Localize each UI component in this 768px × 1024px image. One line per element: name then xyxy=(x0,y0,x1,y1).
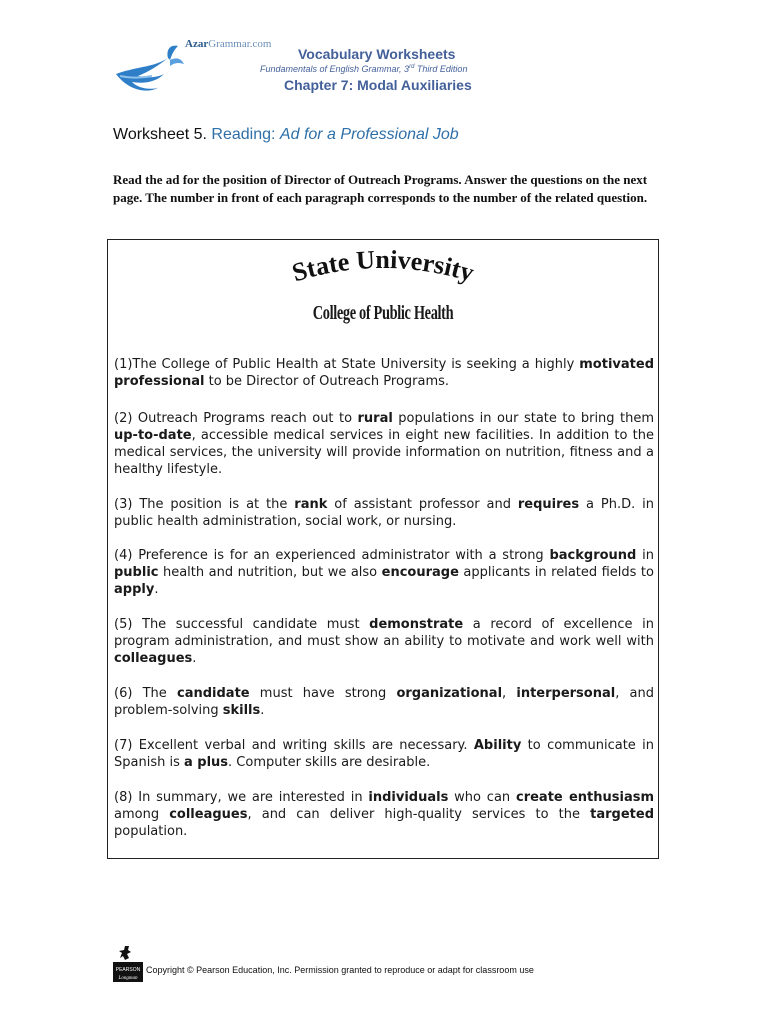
vocab-term: colleagues xyxy=(169,807,248,822)
chapter-title: Chapter 7: Modal Auxiliaries xyxy=(284,77,472,93)
ad-paragraph xyxy=(114,356,654,390)
ad-paragraph xyxy=(114,616,654,667)
vocab-term: candidate xyxy=(177,686,250,701)
ad-paragraph xyxy=(114,789,654,840)
vocab-term: rural xyxy=(357,411,393,426)
vocab-term: requires xyxy=(517,497,580,512)
intro-instructions: Read the ad for the position of Director of Outreach Programs. Answer the questions on the next page. The number in front of each paragraph corresponds to the number of the related question. xyxy=(113,172,648,205)
vocab-term: motivated professional xyxy=(114,357,654,389)
header-title: Vocabulary Worksheets xyxy=(298,46,456,62)
worksheet-number: Worksheet 5. xyxy=(113,126,207,143)
logo-brand-rest: Grammar.com xyxy=(208,38,272,50)
job-ad-box xyxy=(107,239,659,859)
paragraph-text: in xyxy=(636,548,655,563)
paragraph-text: who can xyxy=(448,790,516,805)
paragraph-text: a record of excellence in program administration, and must show an ability to motivate and work well with xyxy=(114,617,654,649)
paragraph-text: . xyxy=(154,582,159,597)
paragraph-text: (4) Preference is for an experienced administrator with a strong xyxy=(114,548,550,563)
ad-heading-text xyxy=(289,245,477,287)
vocab-term: rank xyxy=(294,497,328,512)
paragraph-text: to communicate in Spanish is xyxy=(114,738,654,770)
paragraph-text: of assistant professor and xyxy=(327,497,518,512)
ad-paragraph xyxy=(114,496,654,530)
header-subtitle xyxy=(260,64,467,74)
vocab-term: colleagues xyxy=(114,651,193,666)
vocab-term: organizational xyxy=(396,686,503,701)
ad-heading xyxy=(278,240,488,290)
paragraph-text: to be Director of Outreach Programs. xyxy=(204,374,450,389)
paragraph-text: , xyxy=(502,686,517,701)
ad-subheading: College of Public Health xyxy=(312,302,454,324)
paragraph-text: a Ph.D. in public health administration, social work, or nursing. xyxy=(114,497,654,529)
vocab-term: Ability xyxy=(473,738,522,753)
paragraph-text: (1)The College of Public Health at State University is seeking a highly xyxy=(114,357,580,372)
worksheet-title: Ad for a Professional Job xyxy=(279,126,459,143)
ad-heading-label: State University xyxy=(288,244,478,288)
worksheet-category: Reading: xyxy=(211,126,276,143)
footer-logo-top: PEARSON xyxy=(115,967,141,973)
paragraph-text: population. xyxy=(114,824,188,839)
paragraph-text: (3) The position is at the xyxy=(114,497,295,512)
paragraph-text: must have strong xyxy=(249,686,397,701)
worksheet-heading xyxy=(113,126,459,144)
vocab-term: interpersonal xyxy=(516,686,616,701)
subtitle-pre: Fundamentals of English Grammar, 3 xyxy=(260,64,410,74)
paragraph-text: . xyxy=(260,703,265,718)
vocab-term: create enthusiasm xyxy=(516,790,655,805)
paragraph-text: populations in our state to bring them xyxy=(392,411,655,426)
vocab-term: apply xyxy=(114,582,155,597)
vocab-term: up-to-date xyxy=(114,428,192,443)
paragraph-text: , and problem-solving xyxy=(114,686,655,718)
paragraph-text: . xyxy=(192,651,197,666)
paragraph-text: (8) In summary, we are interested in xyxy=(114,790,369,805)
paragraph-text: applicants in related fields to xyxy=(458,565,654,580)
paragraph-text: (6) The xyxy=(114,686,177,701)
vocab-term: demonstrate xyxy=(369,617,464,632)
paragraph-text: , and can deliver high-quality services to the xyxy=(247,807,591,822)
paragraph-text: (7) Excellent verbal and writing skills are necessary. xyxy=(114,738,474,753)
vocab-term: encourage xyxy=(381,565,459,580)
footer-logo-bottom: Longman xyxy=(118,976,138,981)
azargrammar-logo-text xyxy=(185,38,271,50)
vocab-term: background xyxy=(549,548,637,563)
ad-paragraph xyxy=(114,410,654,478)
ad-paragraph xyxy=(114,685,654,719)
paragraph-text: among xyxy=(114,807,170,822)
vocab-term: targeted xyxy=(590,807,654,822)
ad-paragraph xyxy=(114,737,654,771)
subtitle-sup: rd xyxy=(409,64,415,70)
paragraph-text: . Computer skills are desirable. xyxy=(228,755,431,770)
paragraph-text: (2) Outreach Programs reach out to xyxy=(114,411,358,426)
paragraph-text: (5) The successful candidate must xyxy=(114,617,370,632)
vocab-term: a plus xyxy=(183,755,229,770)
vocab-term: skills xyxy=(222,703,261,718)
vocab-term: individuals xyxy=(368,790,449,805)
ad-paragraph xyxy=(114,547,654,598)
copyright-notice: Copyright © Pearson Education, Inc. Permission granted to reproduce or adapt for classroom use xyxy=(146,965,534,975)
paragraph-text: health and nutrition, but we also xyxy=(158,565,382,580)
paragraph-text: , accessible medical services in eight new facilities. In addition to the medical services, the university will provide information on nutrition, fitness and a healthy lifestyle. xyxy=(114,428,654,477)
vocab-term: public xyxy=(114,565,159,580)
logo-brand: Azar xyxy=(185,38,209,50)
subtitle-post: Third Edition xyxy=(414,64,468,74)
pearson-longman-logo-icon xyxy=(113,944,143,982)
